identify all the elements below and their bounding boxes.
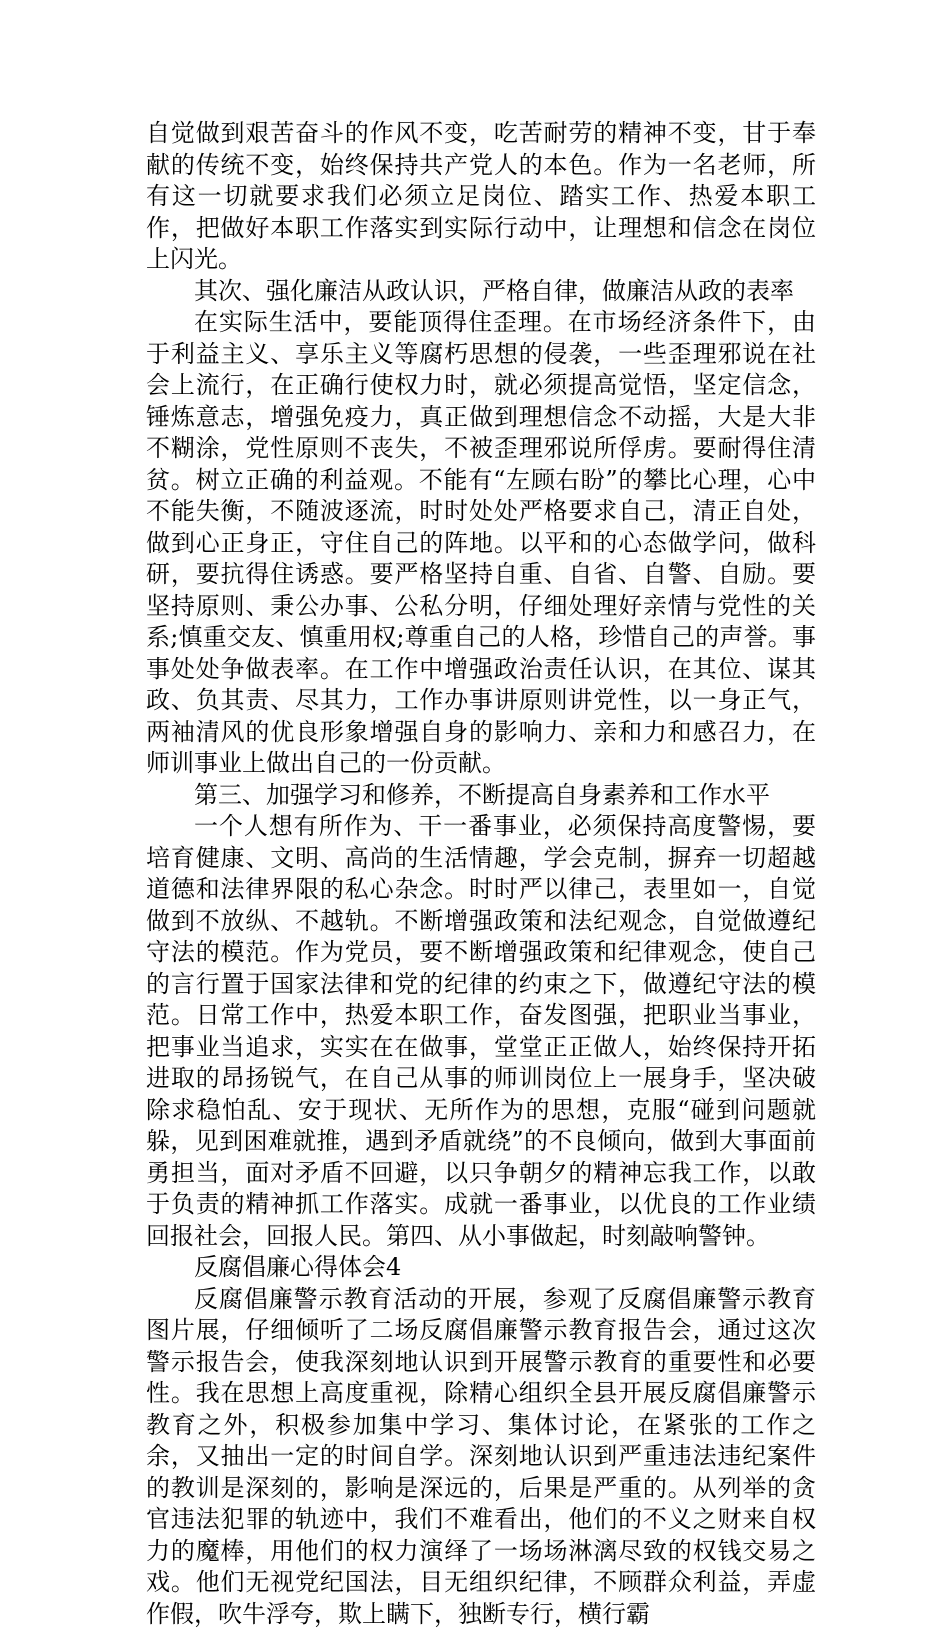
paragraph-integrity: 在实际生活中，要能顶得住歪理。在市场经济条件下，由于利益主义、享乐主义等腐朽思想的侵袭，一些歪理邪说在社会上流行，在正确行使权力时，就必须提高觉悟，坚定信念，锤炼意志，增强免疫力，真正做到理想信念不动摇，大是大非不糊涂，党性原则不丧失，不被歪理邪说所俘虏。要耐得住清贫。树立正确的利益观。不能有“左顾右盼”的攀比心理，心中不能失衡，不随波逐流，时时处处严格要求自己，清正自处，做到心正身正，守住自己的阵地。以平和的心态做学问，做科研，要抗得住诱惑。要严格坚持自重、自省、自警、自励。要坚持原则、秉公办事、公私分明，仔细处理好亲情与党性的关系;慎重交友、慎重用权;尊重自己的人格，珍惜自己的声誉。事事处处争做表率。在工作中增强政治责任认识，在其位、谋其政、负其责、尽其力，工作办事讲原则讲党性，以一身正气，两袖清风的优良形象增强自身的影响力、亲和力和感召力，在师训事业上做出自己的一份贡献。 — [146, 307, 816, 780]
paragraph-continuation: 自觉做到艰苦奋斗的作风不变，吃苦耐劳的精神不变，甘于奉献的传统不变，始终保持共产党人的本色。作为一名老师，所有这一切就要求我们必须立足岗位、踏实工作、热爱本职工作，把做好本职工作落实到实际行动中，让理想和信念在岗位上闪光。 — [146, 118, 816, 276]
document-page — [146, 118, 816, 1630]
section-heading-second: 其次、强化廉洁从政认识，严格自律，做廉洁从政的表率 — [146, 276, 816, 308]
section-heading-essay-4: 反腐倡廉心得体会4 — [146, 1252, 816, 1284]
section-heading-third: 第三、加强学习和修养，不断提高自身素养和工作水平 — [146, 780, 816, 812]
paragraph-warning-education: 反腐倡廉警示教育活动的开展，参观了反腐倡廉警示教育图片展，仔细倾听了二场反腐倡廉警示教育报告会，通过这次警示报告会，使我深刻地认识到开展警示教育的重要性和必要性。我在思想上高度重视，除精心组织全县开展反腐倡廉警示教育之外，积极参加集中学习、集体讨论，在紧张的工作之余，又抽出一定的时间自学。深刻地认识到严重违法违纪案件的教训是深刻的，影响是深远的，后果是严重的。从列举的贪官违法犯罪的轨迹中，我们不难看出，他们的不义之财来自权力的魔棒，用他们的权力演绎了一场场淋漓尽致的权钱交易之戏。他们无视党纪国法，目无组织纪律，不顾群众利益，弄虚作假，吹牛浮夸，欺上瞒下，独断专行，横行霸 — [146, 1284, 816, 1630]
paragraph-self-improvement: 一个人想有所作为、干一番事业，必须保持高度警惕，要培育健康、文明、高尚的生活情趣，学会克制，摒弃一切超越道德和法律界限的私心杂念。时时严以律己，表里如一，自觉做到不放纵、不越轨。不断增强政策和法纪观念，自觉做遵纪守法的模范。作为党员，要不断增强政策和纪律观念，使自己的言行置于国家法律和党的纪律的约束之下，做遵纪守法的模范。日常工作中，热爱本职工作，奋发图强，把职业当事业，把事业当追求，实实在在做事，堂堂正正做人，始终保持开拓进取的昂扬锐气，在自己从事的师训岗位上一展身手，坚决破除求稳怕乱、安于现状、无所作为的思想，克服“碰到问题就躲，见到困难就推，遇到矛盾就绕”的不良倾向，做到大事面前勇担当，面对矛盾不回避，以只争朝夕的精神忘我工作，以敢于负责的精神抓工作落实。成就一番事业，以优良的工作业绩回报社会，回报人民。第四、从小事做起，时刻敲响警钟。 — [146, 811, 816, 1252]
